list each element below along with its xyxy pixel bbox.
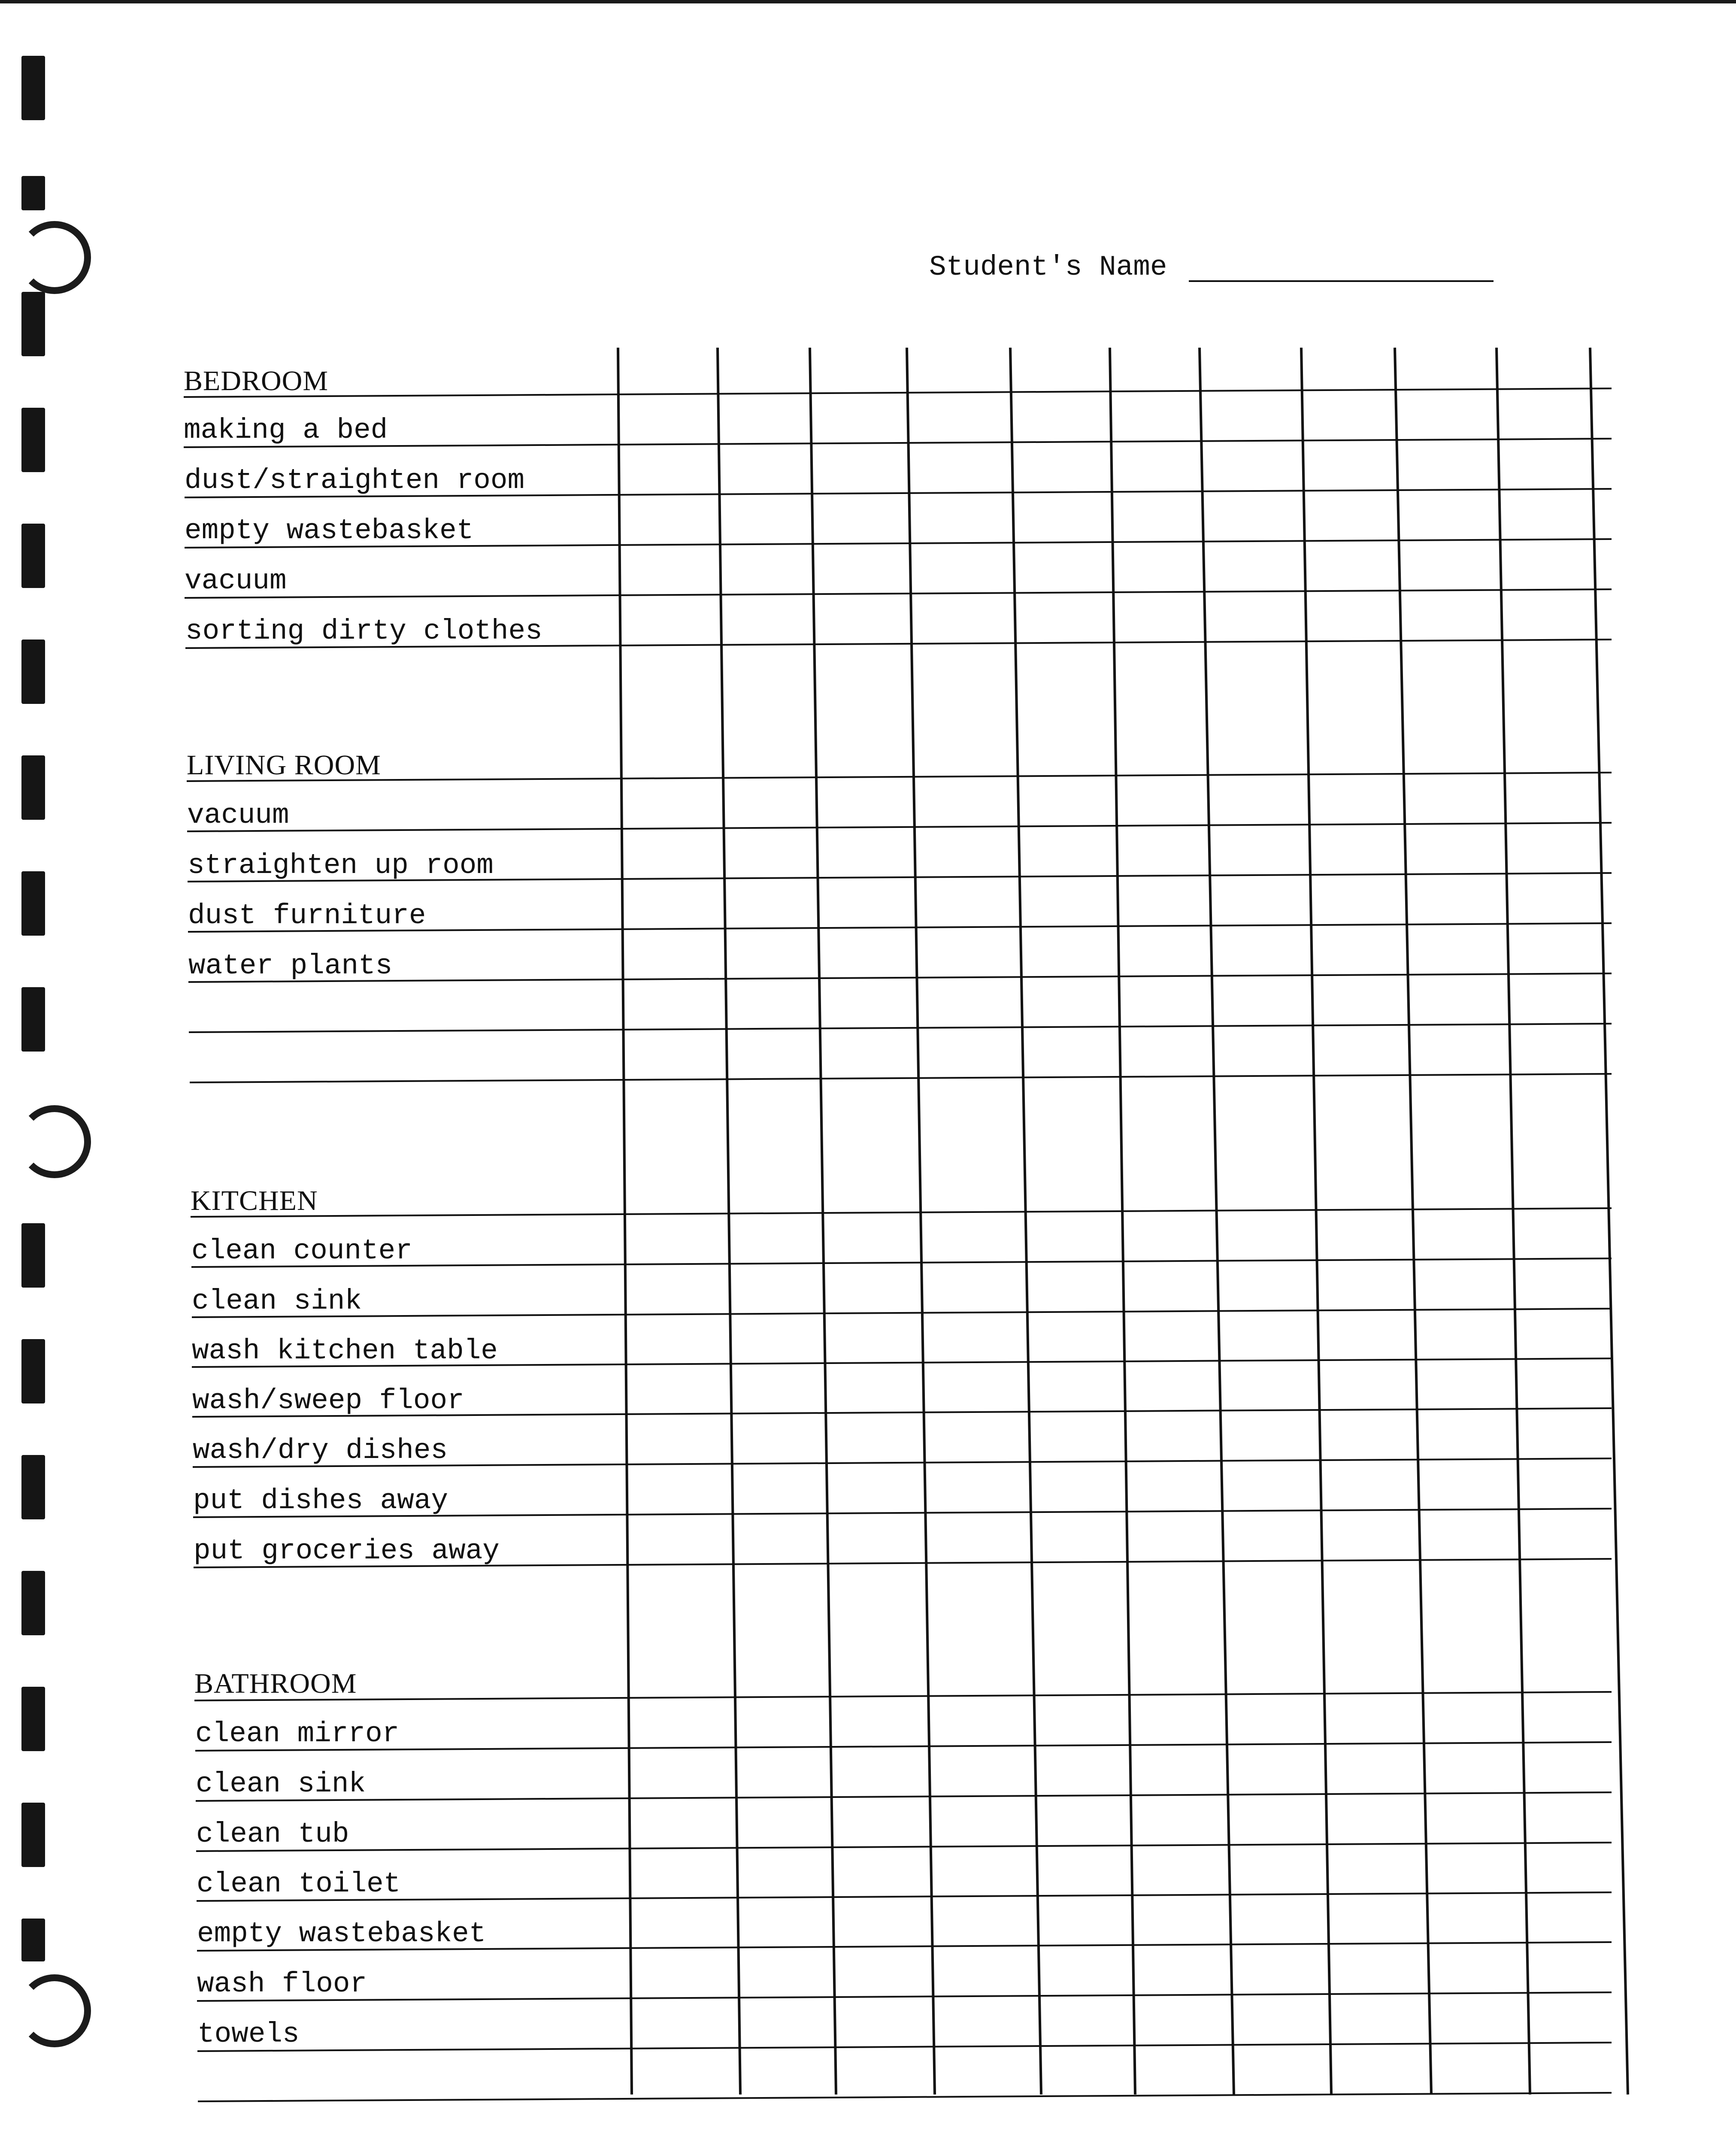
task-label: dust/straighten room: [185, 464, 525, 497]
task-label: clean sink: [196, 1768, 366, 1800]
grid-row-line: [190, 1074, 1612, 1082]
task-label: put groceries away: [194, 1535, 500, 1567]
task-label: towels: [197, 2018, 300, 2050]
task-label: clean counter: [191, 1235, 412, 1267]
task-label: straighten up room: [188, 849, 494, 882]
grid-row-line: [197, 1892, 1612, 1901]
task-label: dust furniture: [188, 900, 426, 932]
grid-row-line: [187, 773, 1612, 781]
grid-column-line: [907, 348, 935, 2094]
grid-column-line: [1110, 348, 1135, 2094]
grid-row-line: [191, 1208, 1612, 1217]
task-label: wash/sweep floor: [192, 1385, 464, 1417]
grid-row-line: [198, 2093, 1612, 2101]
task-label: clean tub: [196, 1818, 349, 1850]
task-label: wash kitchen table: [192, 1335, 498, 1367]
task-label: wash floor: [197, 1968, 367, 2000]
section-title-living-room: LIVING ROOM: [187, 749, 381, 781]
grid-row-line: [196, 1843, 1612, 1851]
grid-column-line: [1301, 348, 1331, 2094]
grid-column-line: [1200, 348, 1234, 2094]
task-label: vacuum: [187, 799, 289, 831]
grid-column-line: [810, 348, 836, 2094]
grid-row-line: [184, 388, 1612, 397]
grid-row-line: [192, 1309, 1612, 1317]
grid-column-line: [1010, 348, 1041, 2094]
student-name-label: Student's Name: [929, 251, 1167, 283]
grid-row-line: [195, 1742, 1612, 1751]
task-label: put dishes away: [193, 1485, 448, 1517]
task-label: wash/dry dishes: [193, 1434, 448, 1467]
grid-column-line: [718, 348, 740, 2094]
grid-row-line: [187, 823, 1612, 831]
task-label: clean sink: [192, 1285, 362, 1317]
grid-row-line: [197, 2043, 1612, 2051]
grid-row-line: [188, 973, 1612, 982]
section-title-bathroom: BATHROOM: [194, 1668, 357, 1699]
grid-row-line: [194, 1692, 1612, 1700]
grid-column-line: [1497, 348, 1530, 2094]
grid-column-line: [1590, 348, 1628, 2094]
section-title-bedroom: BEDROOM: [184, 365, 329, 397]
grid-column-line: [1395, 348, 1431, 2094]
task-label: clean toilet: [197, 1868, 401, 1900]
task-label: sorting dirty clothes: [185, 615, 542, 647]
grid-row-line: [189, 1024, 1612, 1032]
section-title-kitchen: KITCHEN: [191, 1185, 318, 1216]
grid-column-line: [618, 348, 632, 2094]
grid-row-line: [196, 1792, 1612, 1801]
task-label: water plants: [188, 950, 393, 982]
task-label: making a bed: [184, 414, 388, 446]
task-label: clean mirror: [195, 1718, 400, 1750]
task-label: empty wastebasket: [185, 515, 474, 547]
grid-row-line: [197, 1992, 1612, 2001]
grid-row-line: [185, 589, 1612, 598]
task-label: vacuum: [185, 565, 287, 597]
task-label: empty wastebasket: [197, 1918, 486, 1950]
